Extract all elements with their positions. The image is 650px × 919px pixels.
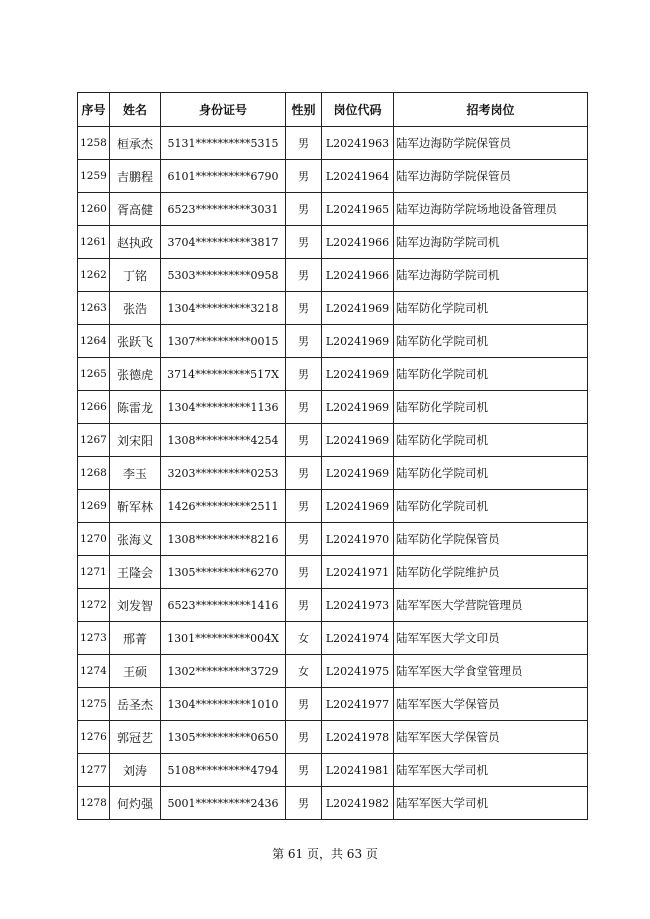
cell-seq: 1264 — [78, 325, 110, 358]
cell-gender: 男 — [286, 787, 322, 820]
cell-seq: 1272 — [78, 589, 110, 622]
cell-gender: 男 — [286, 457, 322, 490]
cell-post: 陆军防化学院司机 — [394, 424, 588, 457]
cell-id-number: 6523**********3031 — [161, 193, 286, 226]
cell-post: 陆军边海防学院司机 — [394, 226, 588, 259]
cell-id-number: 5108**********4794 — [161, 754, 286, 787]
cell-name: 桓承杰 — [110, 127, 161, 160]
cell-seq: 1278 — [78, 787, 110, 820]
table-row — [78, 325, 588, 358]
cell-post: 陆军防化学院维护员 — [394, 556, 588, 589]
cell-post: 陆军防化学院司机 — [394, 358, 588, 391]
table-body — [78, 127, 588, 820]
cell-gender: 男 — [286, 325, 322, 358]
cell-seq: 1276 — [78, 721, 110, 754]
cell-id-number: 1308**********4254 — [161, 424, 286, 457]
cell-gender: 男 — [286, 391, 322, 424]
table-row — [78, 424, 588, 457]
header-post: 招考岗位 — [394, 93, 588, 127]
cell-seq: 1268 — [78, 457, 110, 490]
cell-id-number: 1308**********8216 — [161, 523, 286, 556]
cell-post-code: L20241969 — [322, 358, 394, 391]
cell-name: 张海义 — [110, 523, 161, 556]
cell-gender: 男 — [286, 523, 322, 556]
cell-post: 陆军防化学院司机 — [394, 391, 588, 424]
cell-post-code: L20241966 — [322, 259, 394, 292]
table-row — [78, 490, 588, 523]
table-row — [78, 391, 588, 424]
cell-id-number: 1426**********2511 — [161, 490, 286, 523]
table-row — [78, 754, 588, 787]
cell-gender: 男 — [286, 358, 322, 391]
cell-post-code: L20241964 — [322, 160, 394, 193]
cell-post: 陆军军医大学营院管理员 — [394, 589, 588, 622]
cell-post-code: L20241977 — [322, 688, 394, 721]
cell-post: 陆军边海防学院保管员 — [394, 127, 588, 160]
cell-post-code: L20241974 — [322, 622, 394, 655]
table-header-row — [78, 93, 588, 127]
cell-gender: 男 — [286, 193, 322, 226]
cell-name: 张德虎 — [110, 358, 161, 391]
table-row — [78, 688, 588, 721]
cell-id-number: 5131**********5315 — [161, 127, 286, 160]
cell-gender: 男 — [286, 259, 322, 292]
cell-gender: 女 — [286, 655, 322, 688]
cell-post: 陆军军医大学文印员 — [394, 622, 588, 655]
cell-seq: 1275 — [78, 688, 110, 721]
cell-seq: 1277 — [78, 754, 110, 787]
cell-id-number: 1307**********0015 — [161, 325, 286, 358]
cell-post-code: L20241970 — [322, 523, 394, 556]
cell-seq: 1271 — [78, 556, 110, 589]
cell-name: 赵执政 — [110, 226, 161, 259]
cell-post-code: L20241971 — [322, 556, 394, 589]
cell-gender: 男 — [286, 721, 322, 754]
cell-post: 陆军防化学院保管员 — [394, 523, 588, 556]
cell-id-number: 5001**********2436 — [161, 787, 286, 820]
header-post-code: 岗位代码 — [322, 93, 394, 127]
cell-post: 陆军边海防学院司机 — [394, 259, 588, 292]
cell-name: 吉鹏程 — [110, 160, 161, 193]
cell-name: 李玉 — [110, 457, 161, 490]
cell-seq: 1263 — [78, 292, 110, 325]
cell-name: 胥高健 — [110, 193, 161, 226]
cell-post: 陆军军医大学保管员 — [394, 721, 588, 754]
cell-seq: 1260 — [78, 193, 110, 226]
table-row — [78, 523, 588, 556]
cell-post-code: L20241963 — [322, 127, 394, 160]
cell-post: 陆军防化学院司机 — [394, 292, 588, 325]
table-row — [78, 259, 588, 292]
cell-post: 陆军防化学院司机 — [394, 325, 588, 358]
cell-post: 陆军军医大学司机 — [394, 754, 588, 787]
table-row — [78, 622, 588, 655]
cell-gender: 男 — [286, 688, 322, 721]
cell-gender: 男 — [286, 490, 322, 523]
cell-post-code: L20241973 — [322, 589, 394, 622]
cell-gender: 男 — [286, 556, 322, 589]
cell-post: 陆军边海防学院场地设备管理员 — [394, 193, 588, 226]
header-id-number: 身份证号 — [161, 93, 286, 127]
cell-name: 何灼强 — [110, 787, 161, 820]
cell-post-code: L20241978 — [322, 721, 394, 754]
cell-post: 陆军防化学院司机 — [394, 457, 588, 490]
cell-name: 邢菁 — [110, 622, 161, 655]
cell-post-code: L20241982 — [322, 787, 394, 820]
cell-name: 刘发智 — [110, 589, 161, 622]
header-seq: 序号 — [78, 93, 110, 127]
table-row — [78, 226, 588, 259]
header-name: 姓名 — [110, 93, 161, 127]
cell-id-number: 1304**********1136 — [161, 391, 286, 424]
cell-id-number: 1305**********0650 — [161, 721, 286, 754]
table-row — [78, 556, 588, 589]
cell-name: 岳圣杰 — [110, 688, 161, 721]
header-gender: 性别 — [286, 93, 322, 127]
cell-post-code: L20241969 — [322, 292, 394, 325]
table-row — [78, 193, 588, 226]
cell-id-number: 1304**********1010 — [161, 688, 286, 721]
cell-id-number: 3704**********3817 — [161, 226, 286, 259]
cell-post-code: L20241965 — [322, 193, 394, 226]
table-row — [78, 127, 588, 160]
cell-post-code: L20241981 — [322, 754, 394, 787]
cell-gender: 男 — [286, 589, 322, 622]
cell-gender: 男 — [286, 754, 322, 787]
cell-seq: 1261 — [78, 226, 110, 259]
cell-seq: 1258 — [78, 127, 110, 160]
table-row — [78, 358, 588, 391]
cell-gender: 男 — [286, 160, 322, 193]
cell-gender: 男 — [286, 424, 322, 457]
cell-post-code: L20241969 — [322, 424, 394, 457]
table-row — [78, 160, 588, 193]
cell-name: 丁铭 — [110, 259, 161, 292]
cell-id-number: 3714**********517X — [161, 358, 286, 391]
cell-id-number: 3203**********0253 — [161, 457, 286, 490]
cell-id-number: 1304**********3218 — [161, 292, 286, 325]
cell-name: 张跃飞 — [110, 325, 161, 358]
cell-name: 王隆会 — [110, 556, 161, 589]
cell-id-number: 1302**********3729 — [161, 655, 286, 688]
cell-post-code: L20241966 — [322, 226, 394, 259]
cell-seq: 1270 — [78, 523, 110, 556]
cell-gender: 女 — [286, 622, 322, 655]
cell-post: 陆军防化学院司机 — [394, 490, 588, 523]
cell-name: 郭冠艺 — [110, 721, 161, 754]
cell-name: 王硕 — [110, 655, 161, 688]
page-footer: 第 61 页，共 63 页 — [272, 847, 378, 861]
cell-seq: 1265 — [78, 358, 110, 391]
cell-name: 靳军林 — [110, 490, 161, 523]
cell-post-code: L20241969 — [322, 325, 394, 358]
cell-seq: 1269 — [78, 490, 110, 523]
table-row — [78, 457, 588, 490]
table-row — [78, 292, 588, 325]
cell-post: 陆军边海防学院保管员 — [394, 160, 588, 193]
cell-seq: 1259 — [78, 160, 110, 193]
cell-post-code: L20241969 — [322, 391, 394, 424]
cell-post-code: L20241969 — [322, 490, 394, 523]
cell-post-code: L20241975 — [322, 655, 394, 688]
cell-post: 陆军军医大学保管员 — [394, 688, 588, 721]
cell-gender: 男 — [286, 127, 322, 160]
candidate-table — [77, 92, 588, 820]
cell-seq: 1262 — [78, 259, 110, 292]
cell-gender: 男 — [286, 292, 322, 325]
cell-id-number: 6523**********1416 — [161, 589, 286, 622]
table-row — [78, 589, 588, 622]
cell-name: 张浩 — [110, 292, 161, 325]
table-row — [78, 721, 588, 754]
cell-id-number: 6101**********6790 — [161, 160, 286, 193]
cell-seq: 1273 — [78, 622, 110, 655]
cell-post: 陆军军医大学食堂管理员 — [394, 655, 588, 688]
table-row — [78, 787, 588, 820]
cell-seq: 1266 — [78, 391, 110, 424]
cell-id-number: 1301**********004X — [161, 622, 286, 655]
cell-name: 陈雷龙 — [110, 391, 161, 424]
cell-gender: 男 — [286, 226, 322, 259]
table-row — [78, 655, 588, 688]
cell-seq: 1274 — [78, 655, 110, 688]
cell-name: 刘涛 — [110, 754, 161, 787]
cell-id-number: 5303**********0958 — [161, 259, 286, 292]
cell-seq: 1267 — [78, 424, 110, 457]
cell-name: 刘宋阳 — [110, 424, 161, 457]
cell-id-number: 1305**********6270 — [161, 556, 286, 589]
cell-post: 陆军军医大学司机 — [394, 787, 588, 820]
cell-post-code: L20241969 — [322, 457, 394, 490]
